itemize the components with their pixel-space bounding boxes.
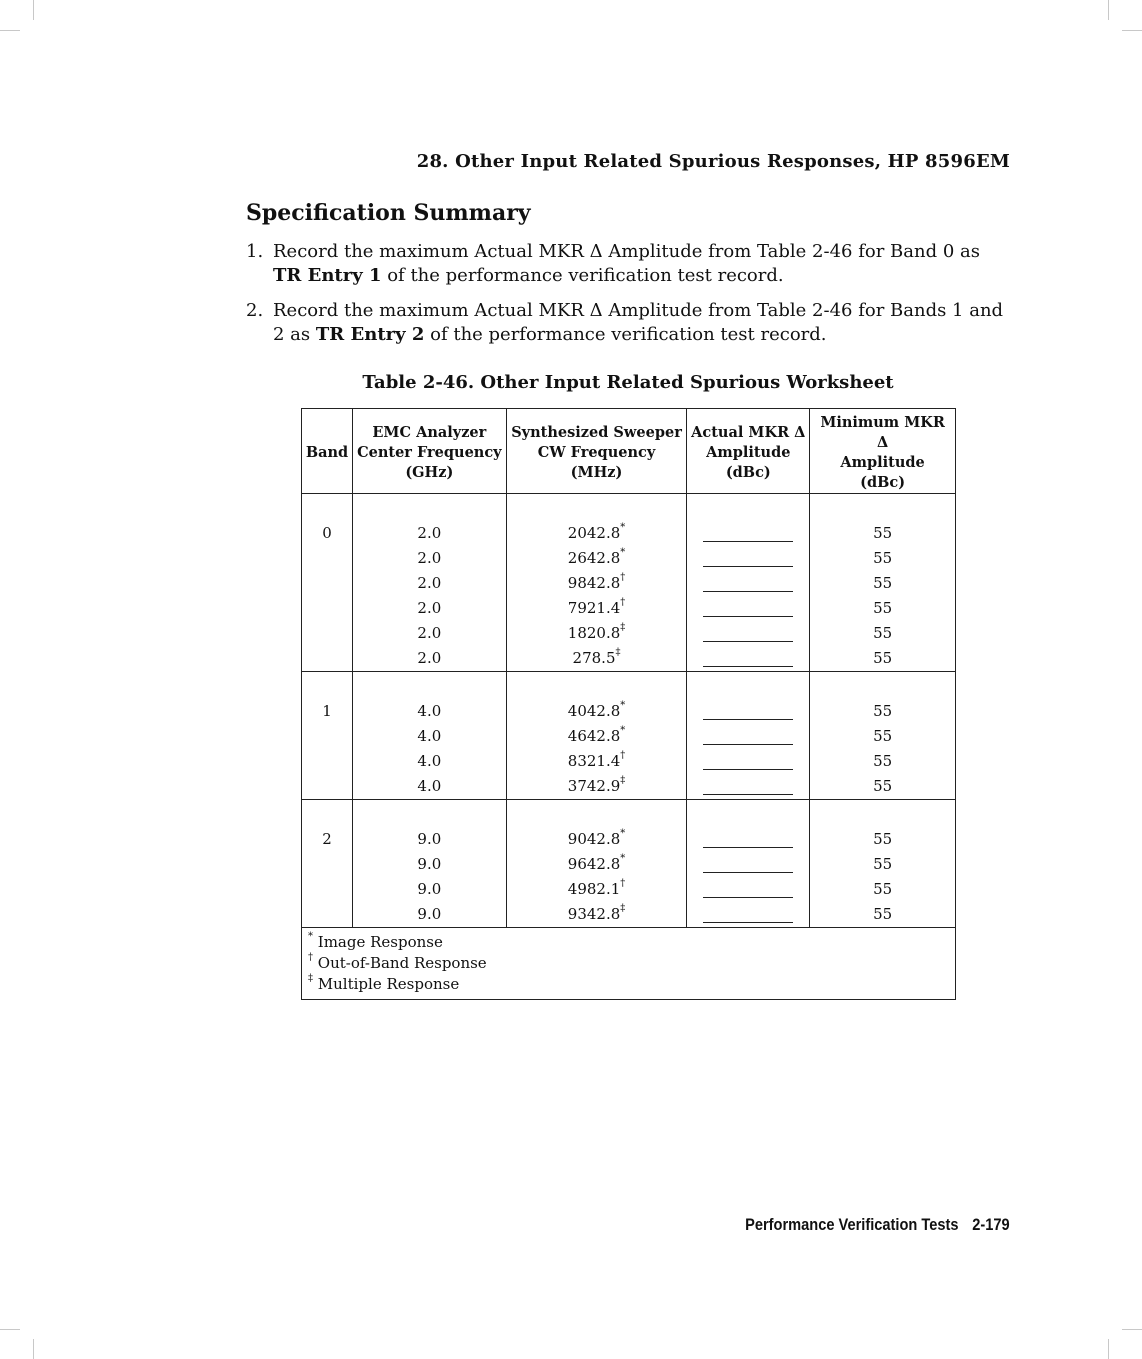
entry-blank[interactable] <box>703 906 793 923</box>
header-line: CW Frequency <box>537 444 656 461</box>
cw-frequency-cell <box>506 902 687 928</box>
center-frequency-cell: 4.0 <box>352 774 506 800</box>
minimum-amplitude-cell: 55 <box>810 571 956 596</box>
band-cell: 2 <box>302 800 353 853</box>
actual-amplitude-cell <box>687 902 810 928</box>
minimum-amplitude-cell: 55 <box>810 774 956 800</box>
minimum-amplitude-cell: 55 <box>810 646 956 672</box>
minimum-amplitude-cell: 55 <box>810 672 956 725</box>
footnote-mark: * <box>620 725 626 736</box>
cw-frequency-cell <box>506 571 687 596</box>
cw-frequency-cell <box>506 596 687 621</box>
footnote-mark: * <box>620 522 626 533</box>
header-line: Center Frequency <box>357 444 502 461</box>
band-cell <box>302 571 353 596</box>
table-row <box>302 494 956 547</box>
footnote-mark: ‡ <box>620 775 626 786</box>
actual-amplitude-cell <box>687 494 810 547</box>
step-text-lead: Record the maximum Actual MKR Δ Amplitude from Table 2-46 for Bands 1 and 2 as <box>273 300 1004 345</box>
table-row <box>302 724 956 749</box>
step <box>246 240 1016 288</box>
actual-amplitude-cell <box>687 672 810 725</box>
page-number: 2-179 <box>972 1215 1010 1234</box>
minimum-amplitude-cell: 55 <box>810 852 956 877</box>
center-frequency-cell: 9.0 <box>352 800 506 853</box>
footnote-mark: ‡ <box>615 647 621 658</box>
header-band <box>302 409 353 494</box>
center-frequency-cell: 2.0 <box>352 596 506 621</box>
center-frequency-cell: 2.0 <box>352 646 506 672</box>
cw-value: 8321.4 <box>567 752 621 770</box>
cw-value: 3742.9 <box>567 777 621 795</box>
entry-blank[interactable] <box>703 856 793 873</box>
footnote-mark: ‡ <box>620 622 626 633</box>
center-frequency-cell: 4.0 <box>352 749 506 774</box>
header-line: Actual MKR Δ <box>691 424 806 441</box>
footnote-mark: † <box>620 572 626 583</box>
cw-value: 4642.8 <box>567 727 621 745</box>
center-frequency-cell: 9.0 <box>352 902 506 928</box>
entry-blank[interactable] <box>703 550 793 567</box>
cw-value: 1820.8 <box>567 624 621 642</box>
step-number: 2. <box>246 300 264 321</box>
minimum-amplitude-cell: 55 <box>810 621 956 646</box>
step-text <box>273 240 980 288</box>
footer-section: Performance Verification Tests <box>745 1215 959 1234</box>
actual-amplitude-cell <box>687 749 810 774</box>
table-row <box>302 800 956 853</box>
header-line: EMC Analyzer <box>372 424 487 441</box>
footnote-mark: * <box>620 547 626 558</box>
cw-frequency-cell <box>506 852 687 877</box>
cw-frequency-cell <box>506 646 687 672</box>
worksheet-table <box>301 408 956 1000</box>
note-text: Multiple Response <box>317 975 460 993</box>
header-band-label: Band <box>305 444 349 461</box>
actual-amplitude-cell <box>687 546 810 571</box>
table-header-row <box>302 409 956 494</box>
band-cell <box>302 596 353 621</box>
footnote-mark: * <box>620 828 626 839</box>
header-cw-frequency <box>506 409 687 494</box>
band-cell <box>302 546 353 571</box>
note-mark: † <box>308 952 313 963</box>
cw-value: 278.5 <box>572 649 616 667</box>
cw-frequency-cell <box>506 546 687 571</box>
running-head: 28. Other Input Related Spurious Responses, HP 8596EM <box>416 151 1010 172</box>
footnote-mark: † <box>620 878 626 889</box>
minimum-amplitude-cell: 55 <box>810 724 956 749</box>
actual-amplitude-cell <box>687 724 810 749</box>
table-row <box>302 596 956 621</box>
footnote-mark: ‡ <box>620 903 626 914</box>
cw-value: 2042.8 <box>567 524 621 542</box>
entry-blank[interactable] <box>703 728 793 745</box>
crop-mark <box>1108 0 1109 20</box>
table-caption: Table 2-46. Other Input Related Spurious Worksheet <box>362 372 894 393</box>
band-cell <box>302 774 353 800</box>
table-note <box>308 953 949 974</box>
table-row <box>302 672 956 725</box>
entry-blank[interactable] <box>703 650 793 667</box>
note-mark: * <box>308 931 313 942</box>
table-row <box>302 621 956 646</box>
footnote-mark: * <box>620 853 626 864</box>
header-line: Amplitude <box>706 444 791 461</box>
entry-blank[interactable] <box>703 703 793 720</box>
footnote-mark: † <box>620 750 626 761</box>
center-frequency-cell: 9.0 <box>352 852 506 877</box>
header-line: (GHz) <box>405 464 454 481</box>
actual-amplitude-cell <box>687 852 810 877</box>
band-cell <box>302 902 353 928</box>
cw-value: 7921.4 <box>567 599 621 617</box>
crop-mark <box>33 0 34 20</box>
cw-frequency-cell <box>506 724 687 749</box>
center-frequency-cell: 9.0 <box>352 877 506 902</box>
cw-frequency-cell <box>506 621 687 646</box>
crop-mark <box>0 1329 20 1330</box>
header-line: (dBc) <box>725 464 771 481</box>
cw-frequency-cell <box>506 877 687 902</box>
crop-mark <box>1122 30 1142 31</box>
actual-amplitude-cell <box>687 774 810 800</box>
cw-value: 9842.8 <box>567 574 621 592</box>
header-minimum-amplitude <box>810 409 956 494</box>
entry-blank[interactable] <box>703 525 793 542</box>
crop-mark <box>0 30 20 31</box>
actual-amplitude-cell <box>687 646 810 672</box>
step-text <box>273 299 1016 347</box>
band-cell <box>302 724 353 749</box>
cw-frequency-cell <box>506 749 687 774</box>
table-row <box>302 852 956 877</box>
center-frequency-cell: 2.0 <box>352 621 506 646</box>
center-frequency-cell: 2.0 <box>352 546 506 571</box>
band-cell <box>302 749 353 774</box>
band-cell: 1 <box>302 672 353 725</box>
header-line: Minimum MKR Δ <box>820 414 945 451</box>
cw-value: 4982.1 <box>567 880 621 898</box>
cw-value: 4042.8 <box>567 702 621 720</box>
table-note <box>308 974 949 995</box>
band-cell <box>302 621 353 646</box>
band-cell <box>302 852 353 877</box>
crop-mark <box>1108 1339 1109 1359</box>
minimum-amplitude-cell: 55 <box>810 800 956 853</box>
header-actual-amplitude <box>687 409 810 494</box>
table-row <box>302 774 956 800</box>
entry-blank[interactable] <box>703 625 793 642</box>
section-title: Specification Summary <box>246 200 531 226</box>
entry-blank[interactable] <box>703 575 793 592</box>
table-notes <box>302 928 956 1000</box>
actual-amplitude-cell <box>687 571 810 596</box>
minimum-amplitude-cell: 55 <box>810 749 956 774</box>
entry-blank[interactable] <box>703 600 793 617</box>
cw-value: 9642.8 <box>567 855 621 873</box>
header-line: (dBc) <box>860 474 906 491</box>
entry-blank[interactable] <box>703 753 793 770</box>
step-text-lead: Record the maximum Actual MKR Δ Amplitude from Table 2-46 for Band 0 as <box>273 241 980 262</box>
minimum-amplitude-cell: 55 <box>810 877 956 902</box>
band-cell: 0 <box>302 494 353 547</box>
cw-value: 9042.8 <box>567 830 621 848</box>
center-frequency-cell: 2.0 <box>352 494 506 547</box>
cw-frequency-cell <box>506 800 687 853</box>
cw-frequency-cell <box>506 774 687 800</box>
cw-value: 9342.8 <box>567 905 621 923</box>
table-row <box>302 749 956 774</box>
header-line: Amplitude <box>840 454 925 471</box>
minimum-amplitude-cell: 55 <box>810 902 956 928</box>
center-frequency-cell: 2.0 <box>352 571 506 596</box>
step-text-tail: of the performance verification test record. <box>387 265 784 286</box>
entry-blank[interactable] <box>703 881 793 898</box>
note-text: Image Response <box>317 933 443 951</box>
cw-frequency-cell <box>506 672 687 725</box>
cw-value: 2642.8 <box>567 549 621 567</box>
entry-blank[interactable] <box>703 831 793 848</box>
actual-amplitude-cell <box>687 596 810 621</box>
cw-frequency-cell <box>506 494 687 547</box>
minimum-amplitude-cell: 55 <box>810 546 956 571</box>
header-line: Synthesized Sweeper <box>511 424 682 441</box>
step-text-tail: of the performance verification test record. <box>430 324 827 345</box>
minimum-amplitude-cell: 55 <box>810 596 956 621</box>
table-notes-row <box>302 928 956 1000</box>
footnote-mark: † <box>620 597 626 608</box>
band-cell <box>302 877 353 902</box>
tr-entry-label: TR Entry 1 <box>273 265 382 286</box>
procedure-steps <box>246 240 1016 358</box>
tr-entry-label: TR Entry 2 <box>315 324 425 345</box>
table-row <box>302 571 956 596</box>
crop-mark <box>1122 1329 1142 1330</box>
band-cell <box>302 646 353 672</box>
actual-amplitude-cell <box>687 800 810 853</box>
step-number: 1. <box>246 241 264 262</box>
header-center-frequency <box>352 409 506 494</box>
actual-amplitude-cell <box>687 877 810 902</box>
table-row <box>302 902 956 928</box>
footnote-mark: * <box>620 700 626 711</box>
minimum-amplitude-cell: 55 <box>810 494 956 547</box>
crop-mark <box>33 1339 34 1359</box>
center-frequency-cell: 4.0 <box>352 724 506 749</box>
entry-blank[interactable] <box>703 778 793 795</box>
note-text: Out-of-Band Response <box>317 954 487 972</box>
header-line: (MHz) <box>570 464 623 481</box>
table-row <box>302 646 956 672</box>
table-row <box>302 877 956 902</box>
step <box>246 299 1016 347</box>
center-frequency-cell: 4.0 <box>352 672 506 725</box>
table-note <box>308 932 949 953</box>
note-mark: ‡ <box>308 973 313 984</box>
actual-amplitude-cell <box>687 621 810 646</box>
table-row <box>302 546 956 571</box>
page-footer <box>745 1215 1010 1235</box>
